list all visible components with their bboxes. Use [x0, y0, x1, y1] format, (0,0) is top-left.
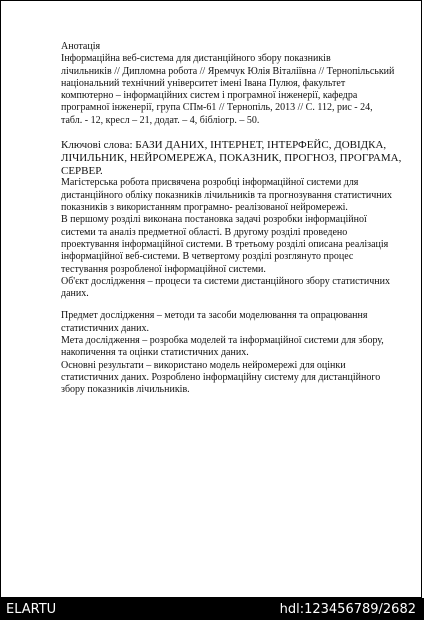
body-line: даних.	[61, 288, 89, 300]
body-line: Об'єкт дослідження – процеси та системи дистанційного збору статистичних	[61, 275, 390, 287]
subject-line: Предмет дослідження – методи та засоби моделювання та опрацювання	[61, 310, 368, 322]
spacer	[61, 300, 397, 310]
document-content	[61, 41, 402, 397]
body-line: системи та аналіз предметної області. В другому розділі проведено	[61, 226, 348, 238]
handle-identifier: hdl:123456789/2682	[279, 602, 416, 617]
abstract-body	[61, 177, 397, 300]
bibliographic-line: програмної інженерії, група СПм-61 // Тернопіль, 2013 // С. 112, рис - 24,	[61, 102, 373, 114]
subject-line: накопичення та оцінки статистичних даних.	[61, 347, 249, 359]
subject-block	[61, 310, 397, 396]
keywords-line: Ключові слова: БАЗИ ДАНИХ, ІНТЕРНЕТ, ІНТЕРФЕЙС, ДОВІДКА,	[61, 139, 387, 152]
repository-footer-bar	[0, 598, 424, 620]
subject-line: статистичних даних.	[61, 322, 149, 334]
subject-line: Основні результати – використано модель нейромережі для оцінки	[61, 359, 346, 371]
subject-line: Мета дослідження – розробка моделей та інформаційної системи для збору,	[61, 335, 384, 347]
body-line: дистанційного обліку показників лічильників та прогнозування статистичних	[61, 189, 392, 201]
bibliographic-line: табл. - 12, кресл – 21, додат. – 4, бібліогр. – 50.	[61, 114, 260, 126]
keywords-block	[61, 139, 402, 177]
spacer	[61, 127, 397, 139]
body-line: інформаційної веб-системи. В четвертому розділі розглянуто процес	[61, 251, 354, 263]
subject-line: статистичних даних. Розроблено інформаційну систему для дистанційного	[61, 371, 381, 383]
subject-line: збору показників лічильників.	[61, 384, 190, 396]
keywords-line: ЛІЧИЛЬНИК, НЕЙРОМЕРЕЖА, ПОКАЗНИК, ПРОГНОЗ, ПРОГРАМА,	[61, 151, 402, 164]
body-line: показників з використанням програмно- реалізованої нейромережі.	[61, 202, 348, 214]
body-line: тестування розробленої інформаційної системи.	[61, 263, 266, 275]
annotation-heading: Анотація	[61, 41, 101, 52]
bibliographic-line: компютерно – інформаційних систем і програмної інженерії, кафедра	[61, 90, 358, 102]
body-line: проектування інформаційної системи. В третьому розділі описана реалізація	[61, 238, 389, 250]
body-line: Магістерська робота присвячена розробці інформаційної системи для	[61, 177, 359, 189]
body-line: В першому розділі виконана постановка задачі розробки інформаційної	[61, 214, 367, 226]
bibliographic-line: національний технічний університет імені Івана Пулюя, факультет	[61, 77, 346, 89]
repository-name: ELARTU	[6, 602, 57, 617]
keywords-line: СЕРВЕР.	[61, 164, 103, 177]
bibliographic-line: Інформаційна веб-система для дистанційного збору показників	[61, 53, 331, 65]
bibliographic-block	[61, 53, 397, 127]
bibliographic-line: лічильників // Дипломна робота // Яремчук Юлія Віталіївна // Тернопільський	[61, 65, 395, 77]
